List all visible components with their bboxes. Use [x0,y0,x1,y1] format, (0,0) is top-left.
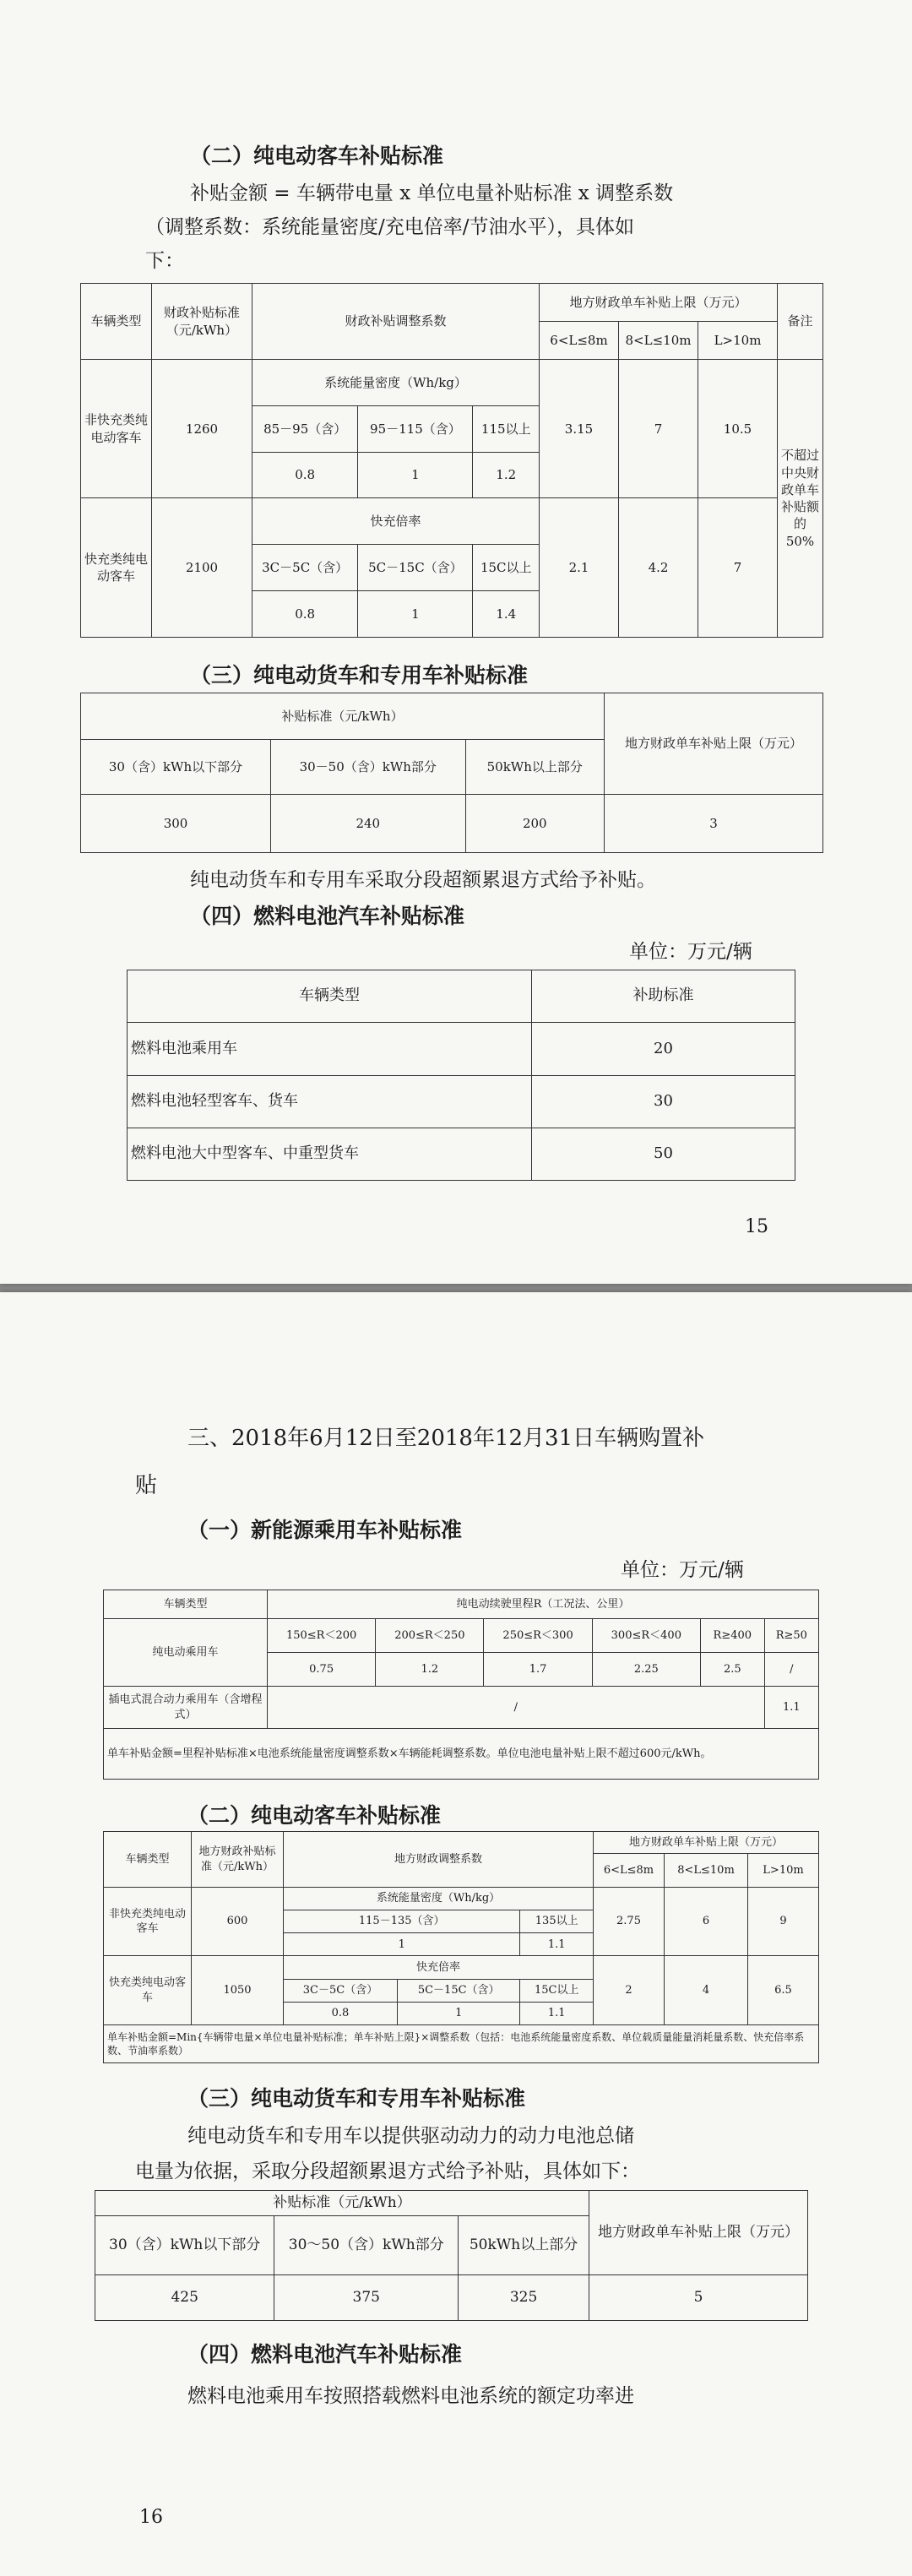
r1-l1: 3.15 [540,360,619,498]
p2-truck-h-local: 地方财政单车补贴上限（万元） [589,2191,808,2275]
truck-note: 纯电动货车和专用车采取分段超额累退方式给予补贴。 [190,869,656,891]
r2-v3: 1.4 [473,591,540,638]
p2-section2-title: （二）纯电动客车补贴标准 [187,1803,442,1828]
p2-bus-h-adj: 地方财政调整系数 [284,1832,594,1888]
r1-type: 非快充类纯电动客车 [81,360,152,498]
p2-bus-r1-v1: 1 [284,1933,520,1956]
fc-r3: 燃料电池大中型客车、中重型货车 [128,1128,532,1180]
page-16 [0,1292,912,2576]
r2-l2: 4.2 [619,498,698,638]
r1-l3: 10.5 [698,360,778,498]
fc-v3: 50 [532,1128,795,1180]
truck-v4: 3 [605,795,823,853]
car-c1: 150≤R＜200 [268,1619,376,1653]
r2-v2: 1 [358,591,473,638]
p2-bus-r2-l1: 2 [594,1956,665,2024]
p2-bus-r2-c1: 3C－5C（含） [284,1979,398,2002]
chapter-heading-line2: 贴 [135,1473,158,1498]
p2-bus-r2-sub: 快充倍率 [284,1956,594,1979]
p2-bus-r1-std: 600 [192,1888,284,1956]
p2-bus-r1-type: 非快充类纯电动客车 [104,1888,192,1956]
car-r2-slash: / [268,1687,765,1729]
car-h-type: 车辆类型 [104,1590,268,1619]
r2-c2: 5C－15C（含） [358,545,473,591]
h-l3: L>10m [698,322,778,360]
p2-section3-title: （三）纯电动货车和专用车补贴标准 [187,2086,526,2111]
p2-truck-c2: 30～50（含）kWh部分 [274,2216,459,2275]
r2-type: 快充类纯电动客车 [81,498,152,638]
p2-truck-h-std: 补贴标准（元/kWh） [95,2191,589,2216]
p2-bus-r2-std: 1050 [192,1956,284,2024]
p2-truck-v2: 375 [274,2275,459,2321]
p2-truck-v1: 425 [95,2275,274,2321]
p2-bus-r1-l3: 9 [748,1888,819,1956]
car-subsidy-table [103,1590,819,1780]
car-v2: 1.2 [376,1653,484,1687]
car-c3: 250≤R＜300 [484,1619,592,1653]
p2-truck-v3: 325 [459,2275,589,2321]
r1-c2: 95－115（含） [358,405,473,452]
formula-line2: （调整系数：系统能量密度/充电倍率/节油水平），具体如 [145,216,634,238]
car-c2: 200≤R＜250 [376,1619,484,1653]
h-adj: 财政补贴调整系数 [252,284,540,360]
fc-h-type: 车辆类型 [128,970,532,1023]
p2-bus-note: 单车补贴金额=Min{车辆带电量×单位电量补贴标准；单车补贴上限}×调整系数（包括：电池系统能量密度系数、单位载质量能量消耗量系数、快充倍率系数、节油率系数） [104,2024,819,2062]
h-local: 地方财政单车补贴上限（万元） [540,284,778,322]
r1-v3: 1.2 [473,452,540,498]
car-note: 单车补贴金额=里程补贴标准×电池系统能量密度调整系数×车辆能耗调整系数。单位电池电量补贴上限不超过600元/kWh。 [104,1729,819,1780]
truck-c1: 30（含）kWh以下部分 [81,740,271,795]
truck-v3: 200 [465,795,604,853]
p2-truck-v4: 5 [589,2275,808,2321]
p2-bus-subsidy-table [103,1831,819,2063]
r1-c3: 115以上 [473,405,540,452]
p2-page-number: 16 [139,2507,163,2528]
truck-v2: 240 [271,795,466,853]
p2-truck-c3: 50kWh以上部分 [459,2216,589,2275]
fc-h-std: 补助标准 [532,970,795,1023]
p2-unit-label: 单位：万元/辆 [621,1559,744,1581]
p2-bus-r2-v2: 1 [398,2002,520,2024]
page-number: 15 [745,1216,768,1237]
section2-title: （二）纯电动客车补贴标准 [190,144,444,168]
p2-truck-c1: 30（含）kWh以下部分 [95,2216,274,2275]
truck-h-std: 补贴标准（元/kWh） [81,693,605,740]
car-c5: R≥400 [700,1619,764,1653]
p2-bus-h-local: 地方财政单车补贴上限（万元） [594,1832,819,1854]
truck-h-local: 地方财政单车补贴上限（万元） [605,693,823,795]
car-v6: / [764,1653,818,1687]
formula-line3: 下： [145,250,184,272]
r2-l3: 7 [698,498,778,638]
p2-bus-h-std: 地方财政补贴标准（元/kWh） [192,1832,284,1888]
p2-bus-r2-c2: 5C－15C（含） [398,1979,520,2002]
r2-l1: 2.1 [540,498,619,638]
r2-c3: 15C以上 [473,545,540,591]
fc-r2: 燃料电池轻型客车、货车 [128,1075,532,1128]
fc-r1: 燃料电池乘用车 [128,1023,532,1075]
r2-v1: 0.8 [252,591,358,638]
car-h-range: 纯电动续驶里程R（工况法、公里） [268,1590,819,1619]
p2-bus-r2-l2: 4 [665,1956,748,2024]
truck-v1: 300 [81,795,271,853]
r2-std: 2100 [152,498,252,638]
car-v5: 2.5 [700,1653,764,1687]
r2-c1: 3C－5C（含） [252,545,358,591]
p2-bus-r1-v2: 1.1 [520,1933,594,1956]
p2-bus-r1-c2: 135以上 [520,1910,594,1933]
p2-fc-para: 燃料电池乘用车按照搭载燃料电池系统的额定功率进 [187,2385,634,2407]
truck-c3: 50kWh以上部分 [465,740,604,795]
p2-bus-h-type: 车辆类型 [104,1832,192,1888]
r1-c1: 85－95（含） [252,405,358,452]
fuel-cell-table [127,970,795,1181]
car-r1-type: 纯电动乘用车 [104,1619,268,1687]
r1-std: 1260 [152,360,252,498]
car-v1: 0.75 [268,1653,376,1687]
p2-bus-r2-l3: 6.5 [748,1956,819,2024]
h-std: 财政补贴标准（元/kWh） [152,284,252,360]
page-15 [0,0,912,1284]
p2-bus-h-l1: 6<L≤8m [594,1854,665,1888]
p2-truck-para2: 电量为依据，采取分段超额累退方式给予补贴，具体如下： [135,2160,640,2182]
fc-v2: 30 [532,1075,795,1128]
p2-section4-title: （四）燃料电池汽车补贴标准 [187,2342,463,2367]
truck-subsidy-table [80,693,823,853]
h-type: 车辆类型 [81,284,152,360]
p2-section1-title: （一）新能源乘用车补贴标准 [187,1518,463,1542]
p2-bus-r2-type: 快充类纯电动客车 [104,1956,192,2024]
car-v4: 2.25 [592,1653,700,1687]
car-c6: R≥50 [764,1619,818,1653]
section4-title: （四）燃料电池汽车补贴标准 [190,904,465,928]
p2-bus-r2-v1: 0.8 [284,2002,398,2024]
fc-v1: 20 [532,1023,795,1075]
car-r2-v: 1.1 [764,1687,818,1729]
car-v3: 1.7 [484,1653,592,1687]
r1-sub: 系统能量密度（Wh/kg） [252,360,540,406]
truck-c2: 30－50（含）kWh部分 [271,740,466,795]
p2-bus-r1-sub: 系统能量密度（Wh/kg） [284,1888,594,1910]
p2-bus-r1-l1: 2.75 [594,1888,665,1956]
p2-bus-r2-c3: 15C以上 [520,1979,594,2002]
chapter-heading-line1: 三、2018年6月12日至2018年12月31日车辆购置补 [187,1426,705,1451]
note: 不超过中央财政单车补贴额的50% [778,360,823,638]
p2-bus-r1-l2: 6 [665,1888,748,1956]
h-note: 备注 [778,284,823,360]
p2-truck-para1: 纯电动货车和专用车以提供驱动动力的动力电池总储 [187,2125,634,2147]
h-l1: 6<L≤8m [540,322,619,360]
r1-l2: 7 [619,360,698,498]
unit-label: 单位：万元/辆 [629,941,752,963]
p2-bus-h-l3: L>10m [748,1854,819,1888]
p2-bus-r2-v3: 1.1 [520,2002,594,2024]
p2-truck-subsidy-table [95,2190,808,2321]
car-c4: 300≤R＜400 [592,1619,700,1653]
r1-v2: 1 [358,452,473,498]
r1-v1: 0.8 [252,452,358,498]
car-r2-type: 插电式混合动力乘用车（含增程式） [104,1687,268,1729]
formula-line1: 补贴金额 = 车辆带电量 x 单位电量补贴标准 x 调整系数 [190,182,674,204]
section3-title: （三）纯电动货车和专用车补贴标准 [190,663,529,687]
h-l2: 8<L≤10m [619,322,698,360]
r2-sub: 快充倍率 [252,498,540,545]
p2-bus-h-l2: 8<L≤10m [665,1854,748,1888]
bus-subsidy-table [80,283,823,638]
p2-bus-r1-c1: 115－135（含） [284,1910,520,1933]
